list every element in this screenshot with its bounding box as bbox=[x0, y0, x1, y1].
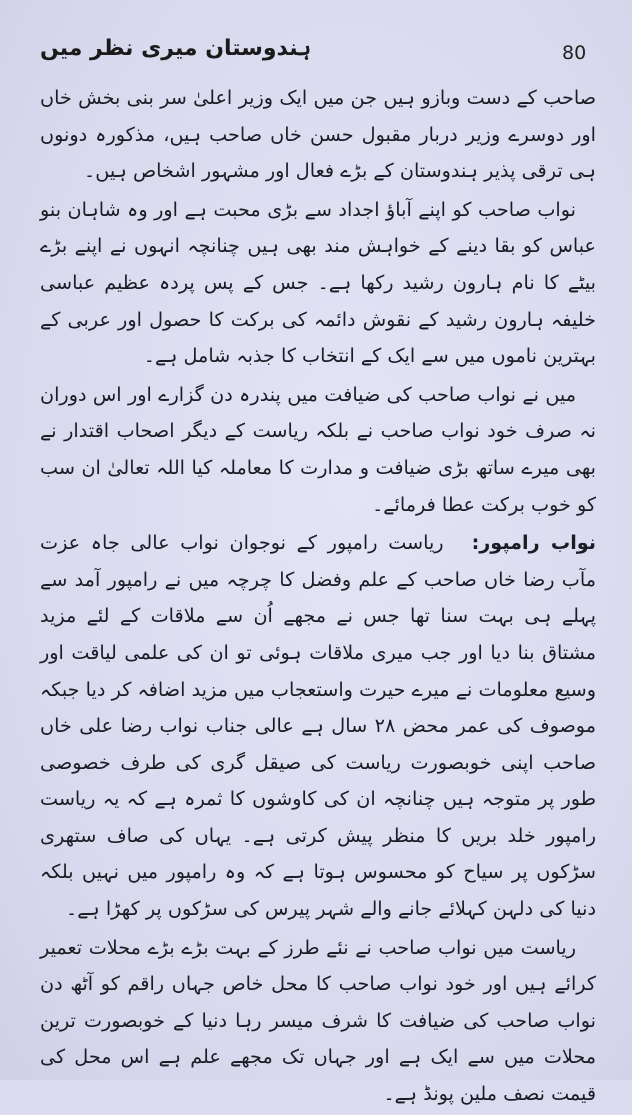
page-header bbox=[40, 36, 606, 80]
section-paragraph-text: ریاست رامپور کے نوجوان نواب عالی جاہ عزت مآب رضا خاں صاحب کے علم وفضل کا چرچہ میں نے رامپور آمد سے پہلے ہی بہت سنا تھا جس نے مجھے اُن سے ملاقات کے لئے مزید مشتاق بنا دیا اور جب میری ملاقات ہوئی تو ان کی علمی لیاقت اور وسیع معلومات نے میرے حیرت واستعجاب میں مزید اضافہ کر دیا جبکہ موصوف کی عمر محض ۲۸ سال ہے عالی جناب نواب رضا علی خاں صاحب اپنی خوبصورت ریاست کی صیقل گری کی طرف خصوصی طور پر متوجہ ہیں چنانچہ ان کی کاوشوں کا ثمرہ ہے کہ یہ ریاست رامپور خلد بریں کا منظر پیش کرتی ہے۔ یہاں کی صاف ستھری سڑکوں پر سیاح کو محسوس ہوتا ہے کہ وہ رامپور میں نہیں بلکہ دنیا کی دلہن کہلائے جانے والے شہر پیرس کی سڑکوں پر کھڑا ہے۔ bbox=[40, 531, 596, 921]
page-number: 80 bbox=[562, 42, 587, 64]
closing-paragraph: ریاست میں نواب صاحب نے نئے طرز کے بہت بڑے بڑے محلات تعمیر کرائے ہیں اور خود نواب صاحب کا محل خاص جہاں راقم کو آٹھ دن نواب صاحب کی ضیافت کا شرف میسر رہا دنیا کے خوبصورت ترین محلات میں سے ایک ہے اور جہاں تک مجھے علم ہے اس محل کی قیمت نصف ملین پونڈ ہے۔ bbox=[40, 935, 596, 1106]
paragraph-3: میں نے نواب صاحب کی ضیافت میں پندرہ دن گزارے اور اس دوران نہ صرف خود نواب صاحب نے بلکہ ریاست کے دیگر اصحاب اقتدار نے بھی میرے ساتھ بڑی ضیافت و مدارت کا معاملہ کیا اللہ تعالیٰ ان سب کو خوب برکت عطا فرمائے۔ bbox=[40, 382, 596, 516]
paragraph-2: نواب صاحب کو اپنے آباؤ اجداد سے بڑی محبت ہے اور وہ شاہان بنو عباس کو بقا دینے کے خواہش مند بھی ہیں چنانچہ انہوں نے اپنے بڑے بیٹے کا نام ہارون رشید رکھا ہے۔ جس کے پس پردہ عظیم عباسی خلیفہ ہارون رشید کے نقوش دائمہ کی برکت کا حصول اور عربی کے بہترین ناموں میں سے ایک کے انتخاب کا جذبہ شامل ہے۔ bbox=[40, 197, 596, 368]
running-title: ہندوستان میری نظر میں bbox=[40, 36, 312, 61]
paragraph-1: صاحب کے دست وبازو ہیں جن میں ایک وزیر اعلیٰ سر بنی بخش خاں اور دوسرے وزیر دربار مقبول حسن خاں صاحب ہیں، مذکورہ دونوں ہی ترقی پذیر ہندوستان کے بڑے فعال اور مشہور اشخاص ہیں۔ bbox=[40, 86, 596, 183]
section-paragraph bbox=[40, 525, 596, 928]
body-text bbox=[40, 80, 596, 1115]
section-heading: نواب رامپور: bbox=[471, 531, 597, 555]
